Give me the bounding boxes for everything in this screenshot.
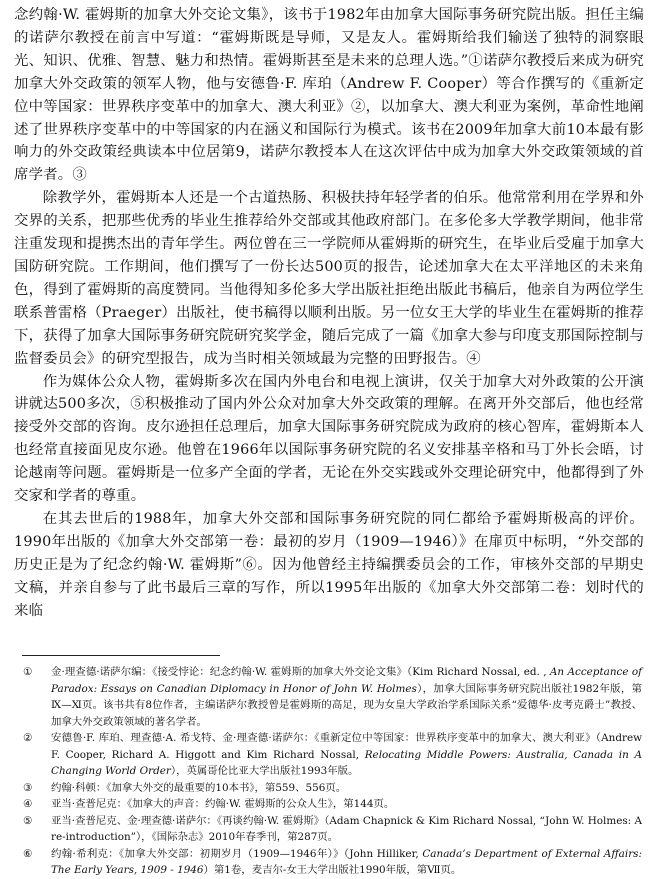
- footnote-6: [22, 846, 642, 879]
- footnote-4: [22, 796, 642, 813]
- paragraph-4: 在其去世后的1988年，加拿大外交部和国际事务研究院的同仁都给予霍姆斯极高的评价。1990年出版的《加拿大外交部第一卷：最初的岁月（1909—1946）》在扉页中标明，“外交部的历史正是为了纪念约翰·W. 霍姆斯”⑥。因为他曾经主持编撰委员会的工作，审核外交部的早期史文稿，并亲自参与了此书最后三章的写作，所以1995年出版的《加拿大外交部第二卷：划时代的来临: [14, 510, 644, 619]
- footnote-5: [22, 813, 642, 846]
- footnote-2: [22, 730, 642, 780]
- paragraph-1: 念约翰·W. 霍姆斯的加拿大外交论文集》，该书于1982年由加拿大国际事务研究院出版。担任主编的诺萨尔教授在前言中写道：“霍姆斯既是导师，又是友人。霍姆斯给我们输送了独特的洞察眼光、知识、优雅、智慧、魅力和热情。霍姆斯甚至是未来的总理人选。”①诺萨尔教授后来成为研究加拿大外交政策的领军人物，他与安德鲁·F. 库珀（Andrew F. Cooper）等合作撰写的《重新定位中等国家：世界秩序变革中的加拿大、澳大利亚》②，以加拿大、澳大利亚为案例，革命性地阐述了世界秩序变革中的中等国家的内在涵义和国际行为模式。该书在2009年加拿大前10本最有影响力的外交政策经典读本中位居第9，诺萨尔教授本人在这次评估中成为加拿大外交政策领域的首席学者。③: [14, 7, 644, 184]
- footnote-mark: ⑥: [23, 847, 33, 860]
- main-text: [14, 4, 644, 622]
- footnote-text: 约翰·科顿：《加拿大外交的最重要的10本书》，第559、556页。: [51, 781, 347, 794]
- paragraph-3: 作为媒体公众人物，霍姆斯多次在国内外电台和电视上演讲，仅关于加拿大对外政策的公开演讲就达500多次，⑤积极推动了国内外公众对加拿大外交政策的理解。在离开外交部后，他也经常接受外交部的咨询。皮尔逊担任总理后，加拿大国际事务研究院成为政府的核心智库，霍姆斯本人也经常直接面见皮尔逊。他曾在1966年以国际事务研究院的名义安排基辛格和马丁外长会晤，讨论越南等问题。霍姆斯是一位多产全面的学者，无论在外交实践或外交理论研究中，他都得到了外交家和学者的尊重。: [14, 373, 644, 505]
- footnote-text: 安德鲁·F. 库珀、理查德·A. 希戈特、金·理查德·诺萨尔：《重新定位中等国家：世界秩序变革中的加拿大、澳大利亚》（Andrew F. Cooper, Richard A. Higgott and Kim Richard Nossal, Relocating Middle Powers: Australia, Canada in A Changing World Order），英属哥伦比亚大学出版社1993年版。: [51, 732, 642, 777]
- footnote-mark: ①: [23, 666, 33, 678]
- footnote-mark: ④: [23, 798, 33, 810]
- footnote-text: 亚当·查普尼克、金·理查德·诺萨尔：《再谈约翰·W. 霍姆斯》（Adam Chapnick & Kim Richard Nossal, “John W. Holmes: A re-introduction”），《国际杂志》2010年春季刊，第287页。: [51, 814, 642, 843]
- footnote-mark: ③: [23, 781, 33, 794]
- paragraph-2: 除教学外，霍姆斯本人还是一个古道热肠、积极扶持年轻学者的伯乐。他常常利用在学界和外交界的关系，把那些优秀的毕业生推荐给外交部或其他政府部门。在多伦多大学教学期间，他非常注重发现和提携杰出的青年学生。两位曾在三一学院师从霍姆斯的研究生，在毕业后受雇于加拿大国防研究院。工作期间，他们撰写了一份长达500页的报告，论述加拿大在太平洋地区的未来角色，得到了霍姆斯的高度赞同。当他得知多伦多大学出版社拒绝出版此书稿后，他亲自为两位学生联系普雷格（Praeger）出版社，使书稿得以顺利出版。另一位女王大学的毕业生在霍姆斯的推荐下，获得了加拿大国际事务研究院研究奖学金，随后完成了一篇《加拿大参与印度支那国际控制与监督委员会》的研究型报告，成为当时相关领域最为完整的田野报告。④: [14, 190, 644, 367]
- footnote-text: 约翰·希利克：《加拿大外交部：初期岁月（1909—1946年）》（John Hilliker, Canada’s Department of External Affairs: The Early Years, 1909 - 1946）第1卷，麦吉尔-女王大学出版社1990年版，第Ⅶ页。: [51, 847, 642, 876]
- footnote-text: 亚当·查普尼克：《加拿大的声音：约翰·W. 霍姆斯的公众人生》，第144页。: [51, 798, 395, 810]
- footnote-1: [22, 664, 642, 730]
- footnote-divider: [22, 655, 220, 656]
- footnote-mark: ⑤: [23, 814, 33, 827]
- footnote-3: [22, 780, 642, 797]
- footnote-text: 金·理查德·诺萨尔编：《接受悖论：纪念约翰·W. 霍姆斯的加拿大外交论文集》（Kim Richard Nossal, ed. , An Acceptance of Paradox: Essays on Canadian Diplomacy in Honor of John W. Holmes），加拿大国际事务研究院出版社1982年版，第Ⅸ—Ⅺ页。该书共有8位作者，主编诺萨尔教授曾是霍姆斯的高足，现为女皇大学政治学系国际关系“爱德华·皮考克爵士”教授、加拿大外交政策领域的著名学者。: [51, 666, 642, 728]
- page: [14, 4, 644, 622]
- footnote-mark: ②: [23, 732, 33, 744]
- footnotes: [22, 664, 642, 879]
